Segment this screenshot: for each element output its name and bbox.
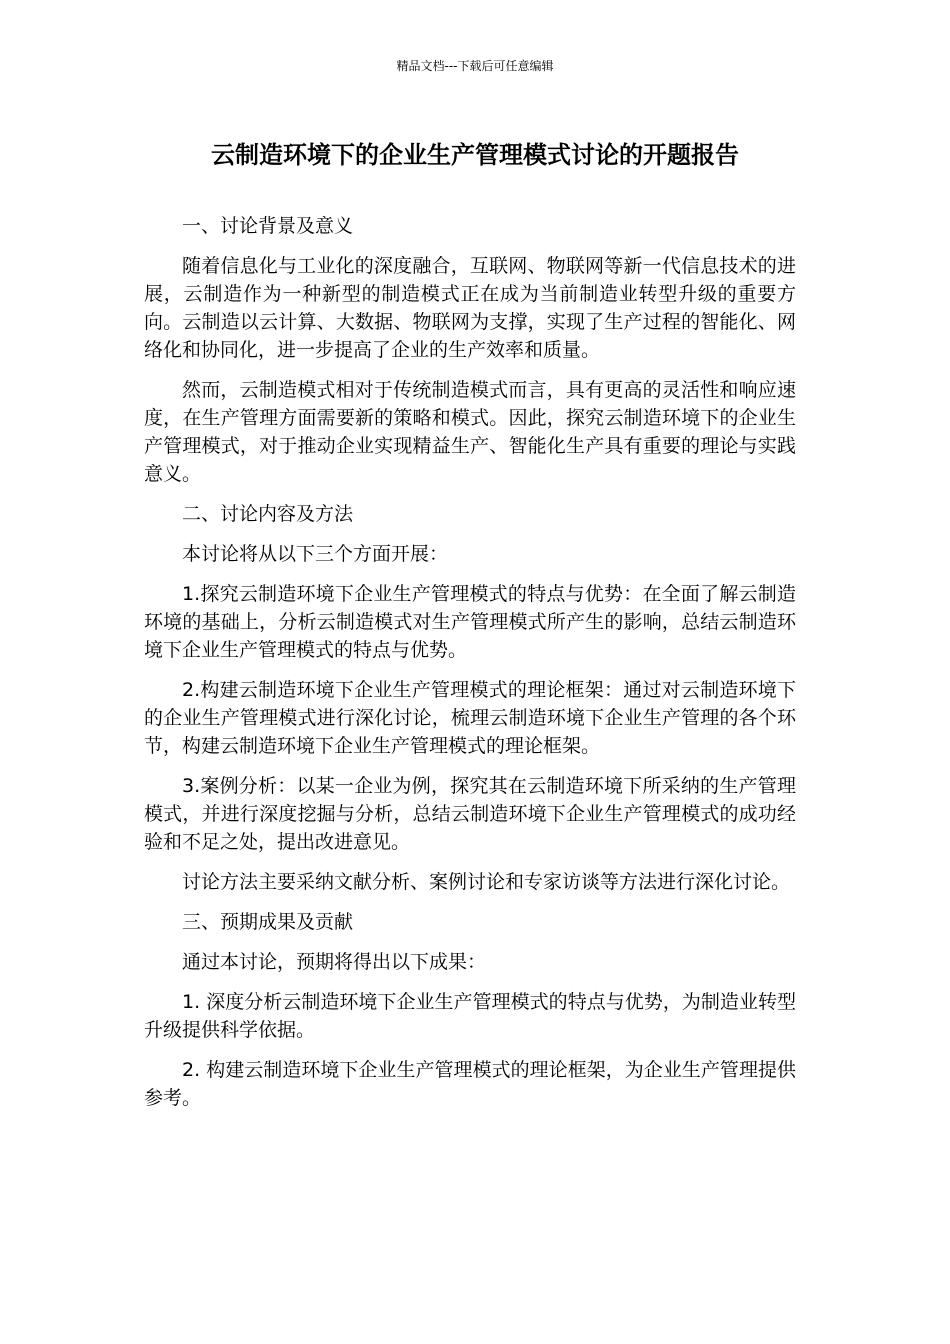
- header-note: 精品文档---下载后可任意编辑: [396, 59, 554, 73]
- paragraph-content-intro: 本讨论将从以下三个方面开展：: [182, 543, 449, 565]
- paragraph-methods: 讨论方法主要采纳文献分析、案例讨论和专家访谈等方法进行深化讨论。: [182, 871, 791, 893]
- section-heading-background: 一、讨论背景及意义: [182, 215, 354, 237]
- paragraph-background-2: 然而，云制造模式相对于传统制造模式而言，具有更高的灵活性和响应速度，在生产管理方面需要新的策略和模式。因此，探究云制造环境下的企业生产管理模式，对于推动企业实现精益生产、智能化生产具有重要的理论与实践意义。: [144, 379, 796, 485]
- document-title: 云制造环境下的企业生产管理模式讨论的开题报告: [211, 141, 739, 169]
- paragraph-results-intro: 通过本讨论，预期将得出以下成果：: [182, 951, 487, 973]
- list-item-content-2: 2.构建云制造环境下企业生产管理模式的理论框架：通过对云制造环境下的企业生产管理模式进行深化讨论，梳理云制造环境下企业生产管理的各个环节，构建云制造环境下企业生产管理模式的理论框架。: [144, 679, 796, 757]
- section-heading-expected-results: 三、预期成果及贡献: [182, 911, 354, 933]
- list-item-result-2: 2. 构建云制造环境下企业生产管理模式的理论框架，为企业生产管理提供参考。: [144, 1059, 796, 1109]
- document-body: [144, 212, 796, 1124]
- list-item-content-3: 3.案例分析：以某一企业为例，探究其在云制造环境下所采纳的生产管理模式，并进行深度挖掘与分析，总结云制造环境下企业生产管理模式的成功经验和不足之处，提出改进意见。: [144, 775, 796, 853]
- list-item-result-1: 1. 深度分析云制造环境下企业生产管理模式的特点与优势，为制造业转型升级提供科学依据。: [144, 991, 796, 1041]
- list-item-content-1: 1.探究云制造环境下企业生产管理模式的特点与优势：在全面了解云制造环境的基础上，分析云制造模式对生产管理模式所产生的影响，总结云制造环境下企业生产管理模式的特点与优势。: [144, 583, 796, 661]
- paragraph-background-1: 随着信息化与工业化的深度融合，互联网、物联网等新一代信息技术的进展，云制造作为一种新型的制造模式正在成为当前制造业转型升级的重要方向。云制造以云计算、大数据、物联网为支撑，实现了生产过程的智能化、网络化和协同化，进一步提高了企业的生产效率和质量。: [144, 255, 796, 361]
- section-heading-content-methods: 二、讨论内容及方法: [182, 503, 354, 525]
